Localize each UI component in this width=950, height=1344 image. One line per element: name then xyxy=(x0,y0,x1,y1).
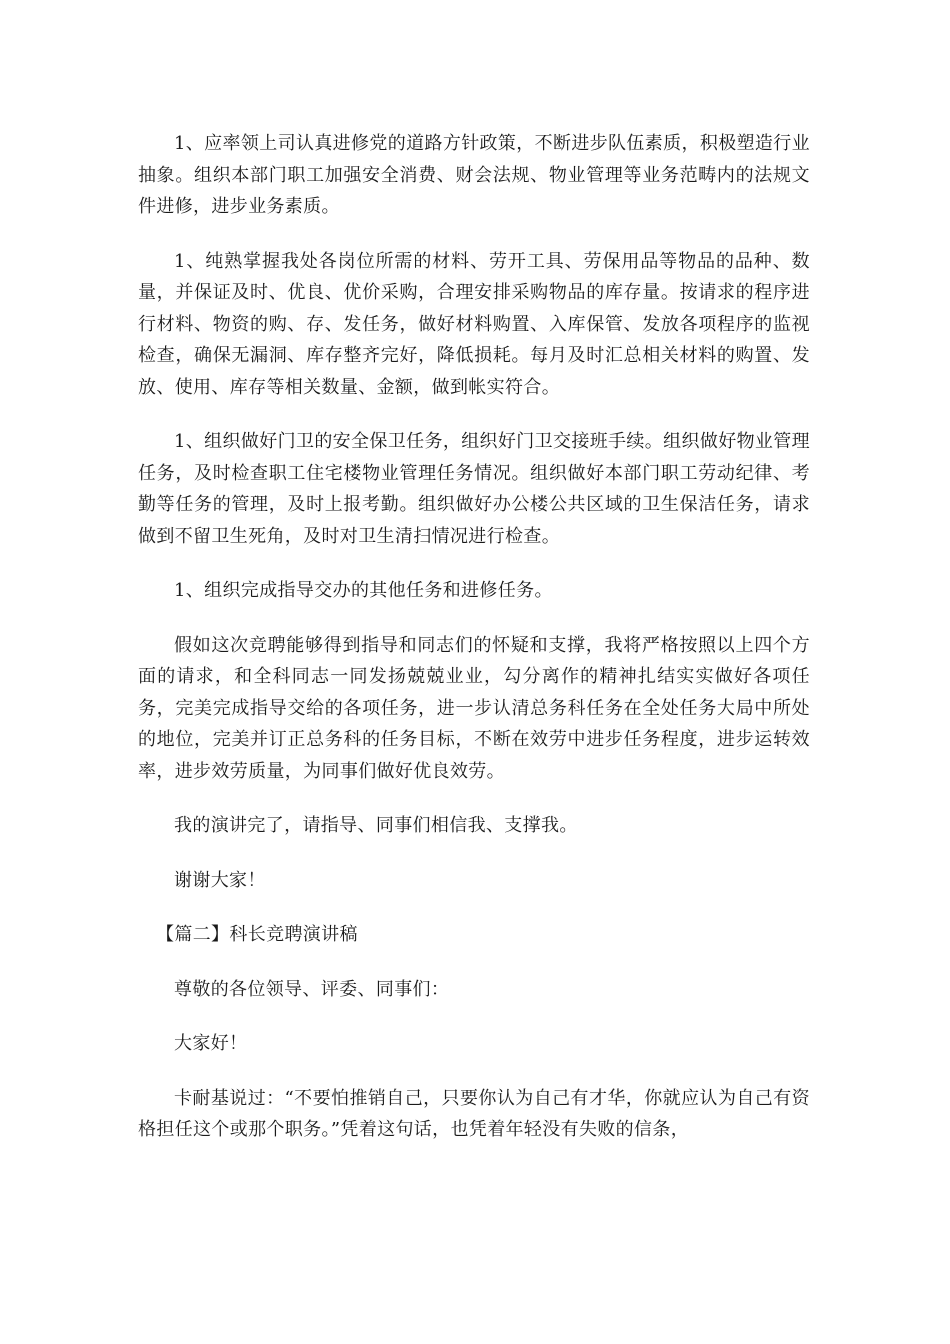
paragraph-greeting: 大家好！ xyxy=(174,1033,248,1054)
paragraph-thanks: 谢谢大家！ xyxy=(174,869,266,891)
paragraph-closing: 我的演讲完了，请指导、同事们相信我、支撑我。 xyxy=(174,815,578,836)
paragraph-salutation: 尊敬的各位领导、评委、同事们： xyxy=(174,978,450,1000)
document-page xyxy=(138,128,810,1169)
paragraph-carnegie-quote: 卡耐基说过：“不要怕推销自己，只要你认为自己有才华，你就应认为自己有资格担任这个或那个职务。”凭着这句话，也凭着年轻没有失败的信条， xyxy=(138,1087,810,1140)
section-heading: 【篇二】科长竞聘演讲稿 xyxy=(156,924,358,945)
paragraph-security: 1、组织做好门卫的安全保卫任务，组织好门卫交接班手续。组织做好物业管理任务，及时检查职工住宅楼物业管理任务情况。组织做好本部门职工劳动纪律、考勤等任务的管理，及时上报考勤。组织做好办公楼公共区域的卫生保洁任务，请求做到不留卫生死角，及时对卫生清扫情况进行检查。 xyxy=(138,431,810,547)
paragraph-study: 1、应率领上司认真进修党的道路方针政策，不断进步队伍素质，积极塑造行业抽象。组织本部门职工加强安全消费、财会法规、物业管理等业务范畴内的法规文件进修，进步业务素质。 xyxy=(138,133,810,217)
paragraph-procurement: 1、纯熟掌握我处各岗位所需的材料、劳开工具、劳保用品等物品的品种、数量，并保证及时、优良、优价采购，合理安排采购物品的库存量。按请求的程序进行材料、物资的购、存、发任务，做好材料购置、入库保管、发放各项程序的监视检查，确保无漏洞、库存整齐完好，降低损耗。每月及时汇总相关材料的购置、发放、使用、库存等相关数量、金额，做到帐实符合。 xyxy=(138,250,810,398)
paragraph-other-tasks: 1、组织完成指导交办的其他任务和进修任务。 xyxy=(174,580,553,601)
paragraph-commitment: 假如这次竞聘能够得到指导和同志们的怀疑和支撑，我将严格按照以上四个方面的请求，和全科同志一同发扬兢兢业业，勾分离作的精神扎结实实做好各项任务，完美完成指导交给的各项任务，进一步认清总务科任务在全处任务大局中所处的地位，完美并订正总务科的任务目标，不断在效劳中进步任务程度，进步运转效率，进步效劳质量，为同事们做好优良效劳。 xyxy=(138,634,810,782)
